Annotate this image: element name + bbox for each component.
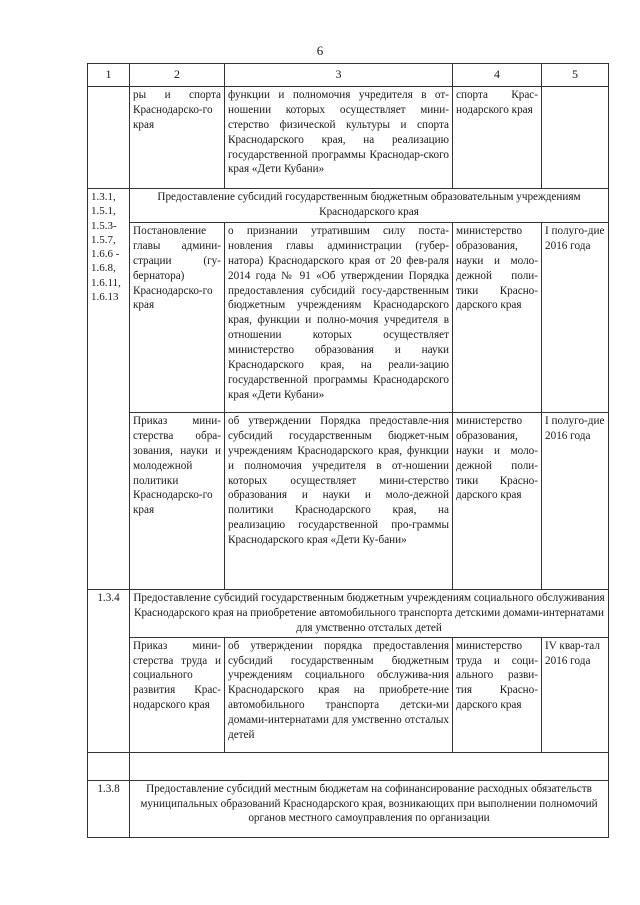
section-title: Предоставление субсидий государственным бюджетным образовательным учреждениям Краснодарского края — [130, 189, 609, 223]
header-col-3: 3 — [225, 64, 453, 87]
header-col-4: 4 — [453, 64, 542, 87]
legal-acts-table — [87, 63, 609, 838]
table-row — [88, 413, 609, 590]
spacer-row — [88, 752, 609, 780]
spacer-cell — [130, 752, 609, 780]
executor-cell: министерство образования, науки и моло-дежной поли-тики Красно-дарского края — [453, 223, 542, 413]
section-row — [88, 189, 609, 223]
deadline-cell: IV квар-тал 2016 года — [542, 637, 609, 752]
deadline-cell: I полуго-дие 2016 года — [542, 413, 609, 590]
header-col-1: 1 — [88, 64, 130, 87]
section-number-cell: 1.3.4 — [88, 590, 130, 753]
act-type-cell: ры и спорта Краснодарско-го края — [130, 87, 225, 189]
section-title: Предоставление субсидий государственным бюджетным учреждениям социального обслуживания Краснодарского края на приобретение автомобильного транспорта детскими домами-интернатами для умственно отсталых детей — [130, 590, 609, 638]
section-row — [88, 590, 609, 638]
act-type-cell: Приказ мини-стерства обра-зования, науки и молодежной политики Краснодарско-го края — [130, 413, 225, 590]
act-title-cell: об утверждении Порядка предоставле-ния субсидий государственным бюджет-ным учреждениям Краснодарского края, функции и полномочия учредителя в от-ношении которых осуществляет мини-стерство образования и науки и моло-дежной политики Краснодарского края, на реализацию государственной про-граммы Краснодарского края «Дети Ку-бани» — [225, 413, 453, 590]
header-col-5: 5 — [542, 64, 609, 87]
table-row — [88, 637, 609, 752]
section-title: Предоставление субсидий местным бюджетам на софинансирование расходных обязательств муниципальных образований Краснодарского края, возникающих при выполнении полномочий органов местного самоуправления по организации — [130, 780, 609, 837]
table-row — [88, 87, 609, 189]
table-header-row — [88, 64, 609, 87]
act-title-cell: об утверждении порядка предоставления субсидий государственным бюджетным учреждениям социального обслужива-ния Краснодарского края на приобрете-ние автомобильного транспорта детски-ми домами-интернатами для умственно отсталых детей — [225, 637, 453, 752]
deadline-cell: I полуго-дие 2016 года — [542, 223, 609, 413]
table-row — [88, 223, 609, 413]
section-number-cell: 1.3.8 — [88, 780, 130, 837]
act-type-cell: Постановление главы админи-страции (гу-бернатора) Краснодарско-го края — [130, 223, 225, 413]
deadline-cell — [542, 87, 609, 189]
spacer-cell — [88, 752, 130, 780]
act-title-cell: о признании утратившим силу поста-новления главы администрации (губер-натора) Краснодарского края от 20 фев-раля 2014 года № 91 «Об утверждении Порядка предоставления субсидий госу-дарственным бюджетным учреждениям Краснодарского края, функции и полно-мочия учредителя в отношении которых осуществляет министерство образования и науки Краснодарского края, на реали-зацию государственной программы Краснодарского края «Дети Кубани» — [225, 223, 453, 413]
page-number: 6 — [316, 43, 324, 58]
section-row — [88, 780, 609, 837]
act-type-cell: Приказ мини-стерства труда и социального развития Крас-нодарского края — [130, 637, 225, 752]
act-title-cell: функции и полномочия учредителя в от-ношении которых осуществляет мини-стерство физической культуры и спорта Краснодарского края, на реализацию государственной программы Краснодар-ского края «Дети Кубани» — [225, 87, 453, 189]
header-col-2: 2 — [130, 64, 225, 87]
executor-cell: спорта Крас-нодарского края — [453, 87, 542, 189]
row-number-cell — [88, 87, 130, 189]
executor-cell: министерство труда и соци-ального разви-тия Красно-дарского края — [453, 637, 542, 752]
executor-cell: министерство образования, науки и моло-дежной поли-тики Красно-дарского края — [453, 413, 542, 590]
section-number-cell: 1.3.1, 1.5.1, 1.5.3-1.5.7, 1.6.6 - 1.6.8, 1.6.11, 1.6.13 — [88, 189, 130, 590]
